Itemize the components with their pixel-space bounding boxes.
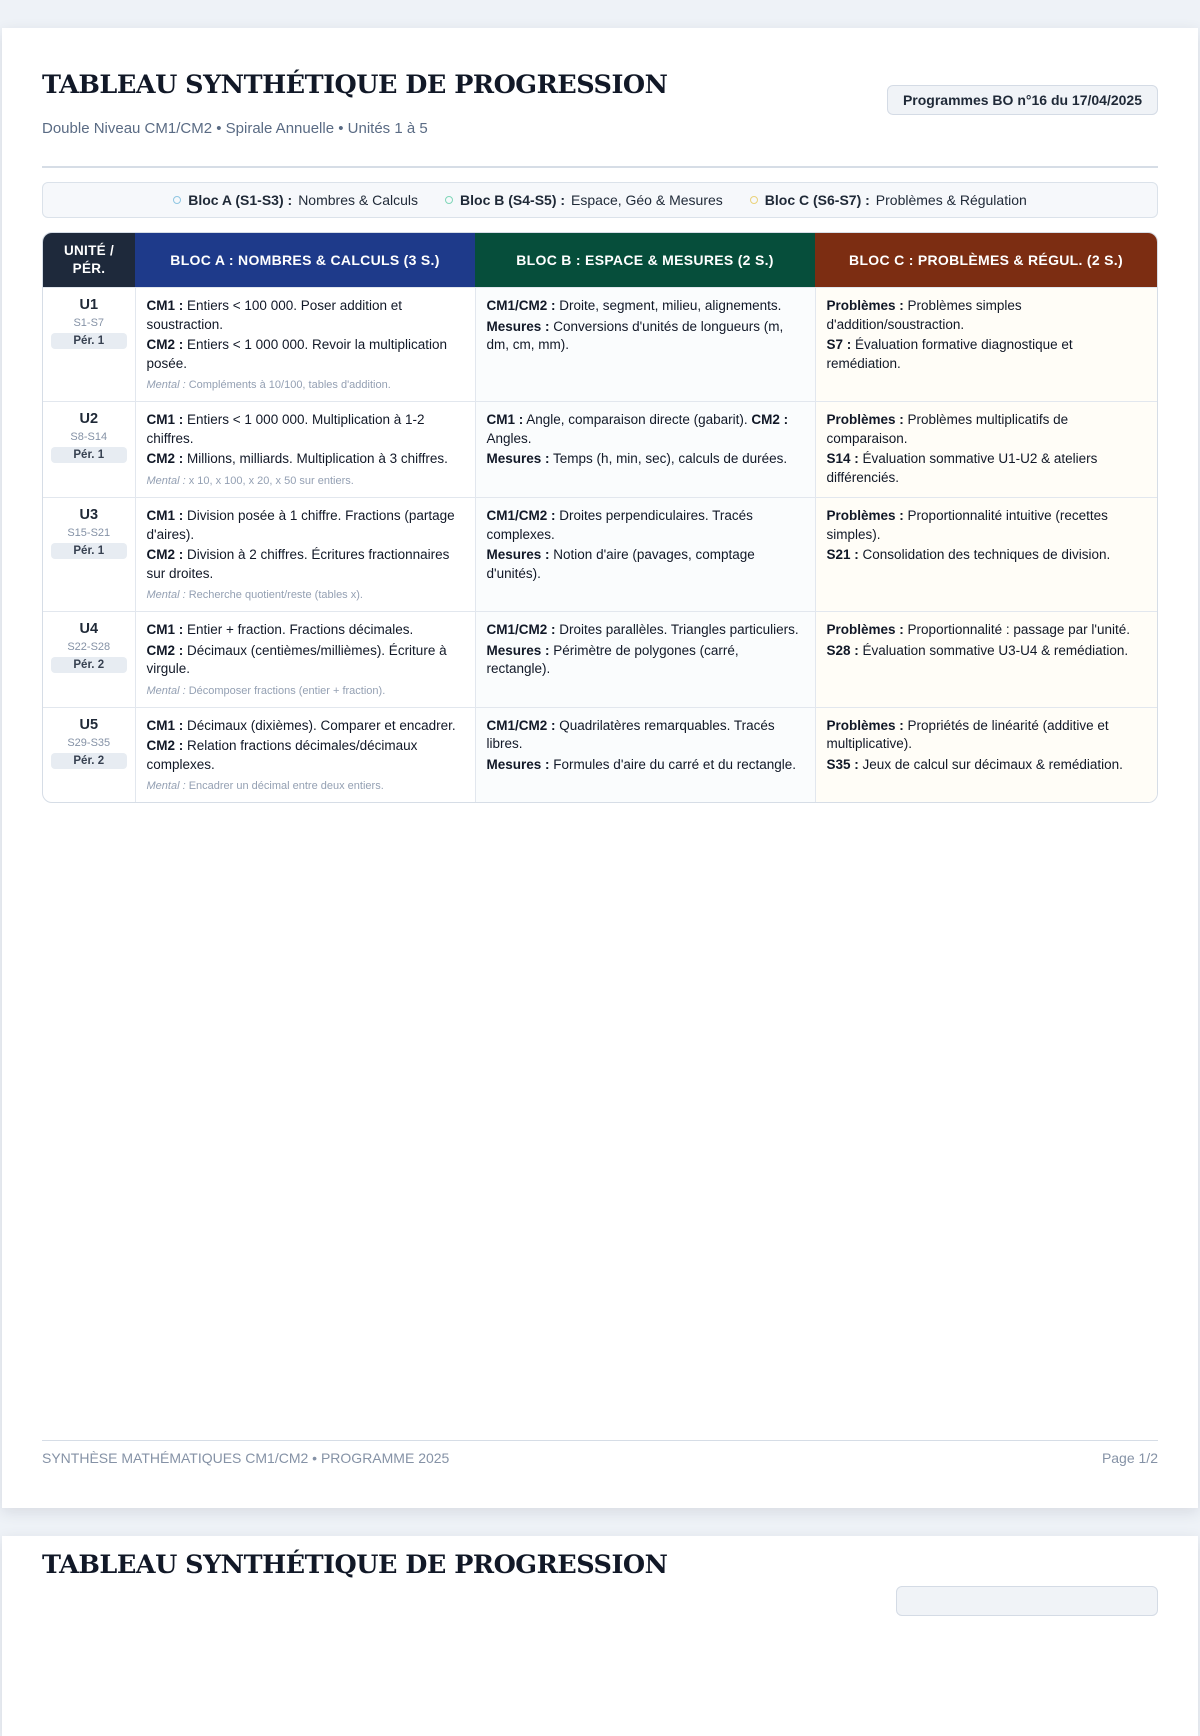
footer-text: SYNTHÈSE MATHÉMATIQUES CM1/CM2 • PROGRAMME 2025 [42, 1450, 450, 1466]
line-text: Consolidation des techniques de division. [862, 547, 1111, 562]
table-row [43, 288, 1157, 402]
line-text: Division posée à 1 chiffre. Fractions (partage d'aires). [146, 508, 455, 542]
line-text: Décimaux (dixièmes). Comparer et encadrer. [187, 717, 456, 733]
table-row [43, 707, 1157, 802]
cell-line [827, 621, 1147, 640]
line-label: Problèmes : [826, 298, 904, 313]
unit-code: U2 [79, 411, 99, 427]
line-label: CM2 : [146, 337, 184, 352]
header-bloc-b: BLOC B : ESPACE & MESURES (2 S.) [475, 233, 815, 288]
cell-line [487, 546, 804, 583]
cell-line [147, 507, 464, 544]
period-badge: Pér. 1 [51, 447, 127, 463]
bloc-c-cell [815, 498, 1157, 612]
line-text: Entiers < 1 000 000. Revoir la multiplication posée. [146, 337, 448, 371]
mental-text: Encadrer un décimal entre deux entiers. [188, 780, 384, 792]
unit-weeks: S15-S21 [67, 527, 111, 539]
unit-code: U1 [79, 297, 99, 313]
cell-line [487, 318, 804, 355]
legend-text: Problèmes & Régulation [875, 192, 1027, 208]
program-badge: Programmes BO n°16 du 17/04/2025 [887, 85, 1158, 115]
cell-line [147, 411, 464, 448]
line-text: Droites parallèles. Triangles particuliers. [559, 622, 799, 637]
page-2 [2, 1536, 1198, 1736]
cell-line [487, 756, 804, 775]
mental-note [147, 778, 464, 794]
page-title: TABLEAU SYNTHÉTIQUE DE PROGRESSION [42, 70, 668, 100]
line-text: Conversions d'unités de longueurs (m, dm, cm, mm). [486, 318, 784, 352]
legend-item-bloc-c [750, 192, 1027, 208]
line-text: Entier + fraction. Fractions décimales. [187, 622, 414, 637]
line-text: Évaluation sommative U3-U4 & remédiation. [862, 642, 1129, 658]
legend-dot-icon [445, 196, 453, 204]
bloc-c-cell [815, 288, 1157, 402]
mental-label: Mental : [146, 589, 186, 601]
page-footer [42, 1440, 1158, 1474]
cell-line [827, 642, 1147, 661]
line-label: CM2 : [751, 412, 789, 427]
line-text: Millions, milliards. Multiplication à 3 chiffres. [187, 451, 448, 466]
cell-line [827, 450, 1147, 487]
cell-line [147, 336, 464, 373]
header-unit: UNITÉ / PÉR. [43, 233, 135, 288]
unit-weeks: S8-S14 [70, 431, 108, 443]
line-text: Proportionnalité intuitive (recettes simples). [826, 508, 1108, 542]
unit-weeks: S22-S28 [67, 641, 111, 653]
line-label: Mesures : [486, 318, 550, 334]
mental-note [147, 683, 464, 699]
cell-line [487, 297, 804, 316]
table-row [43, 498, 1157, 612]
bloc-c-cell [815, 707, 1157, 802]
mental-label: Mental : [146, 684, 186, 697]
legend-dot-icon [750, 196, 758, 204]
line-label: CM2 : [146, 547, 184, 562]
bloc-b-cell [475, 402, 815, 498]
unit-cell [43, 707, 135, 802]
cell-line [827, 297, 1147, 334]
mental-text: Décomposer fractions (entier + fraction). [188, 684, 386, 697]
bloc-b-cell [475, 612, 815, 708]
line-label: CM1 : [146, 412, 184, 427]
line-text: Droite, segment, milieu, alignements. [559, 298, 782, 313]
line-label: S14 : [826, 451, 859, 466]
mental-text: x 10, x 100, x 20, x 50 sur entiers. [188, 474, 354, 487]
line-label: Problèmes : [826, 412, 904, 427]
cell-line [487, 507, 804, 544]
mental-text: Recherche quotient/reste (tables x). [188, 589, 363, 601]
page-1 [2, 28, 1198, 1508]
line-text: Notion d'aire (pavages, comptage d'unités). [486, 547, 755, 581]
cell-line [827, 507, 1147, 544]
line-text: Périmètre de polygones (carré, rectangle). [486, 642, 739, 676]
bloc-a-cell [135, 612, 475, 708]
line-text: Évaluation sommative U1-U2 & ateliers différenciés. [826, 451, 1098, 485]
line-text: Évaluation formative diagnostique et remédiation. [826, 337, 1073, 371]
mental-text: Compléments à 10/100, tables d'addition. [188, 379, 391, 391]
unit-code: U4 [79, 621, 99, 637]
line-label: Problèmes : [826, 508, 904, 523]
mental-label: Mental : [146, 379, 186, 391]
line-label: CM1 : [146, 508, 184, 523]
period-badge: Pér. 1 [51, 543, 127, 559]
table-header-row [43, 233, 1157, 288]
unit-weeks: S1-S7 [73, 317, 105, 329]
line-text: Angles. [486, 430, 532, 446]
cell-line [487, 411, 804, 448]
cell-line [487, 717, 804, 754]
line-label: CM1 : [486, 412, 524, 427]
bloc-a-cell [135, 402, 475, 498]
cell-line [487, 450, 804, 469]
cell-line [827, 756, 1147, 775]
line-label: CM2 : [146, 738, 184, 753]
bloc-c-cell [815, 612, 1157, 708]
line-text: Proportionnalité : passage par l'unité. [907, 622, 1131, 637]
page-header [42, 70, 1158, 168]
line-text: Jeux de calcul sur décimaux & remédiation. [862, 756, 1123, 772]
bloc-a-cell [135, 707, 475, 802]
line-text: Formules d'aire du carré et du rectangle. [553, 756, 796, 772]
legend-item-bloc-b [445, 192, 723, 208]
line-label: CM1/CM2 : [486, 622, 556, 637]
line-text: Entiers < 1 000 000. Multiplication à 1-2 chiffres. [146, 412, 425, 446]
line-text: Division à 2 chiffres. Écritures fractionnaires sur droites. [146, 547, 450, 581]
line-label: S7 : [826, 337, 852, 352]
bloc-b-cell [475, 288, 815, 402]
line-text: Temps (h, min, sec), calculs de durées. [553, 451, 788, 466]
cell-line [827, 336, 1147, 373]
legend-label: Bloc B (S4-S5) : [460, 192, 566, 208]
line-label: CM1/CM2 : [486, 717, 556, 733]
header-bloc-c: BLOC C : PROBLÈMES & RÉGUL. (2 S.) [815, 233, 1157, 288]
period-badge: Pér. 1 [51, 333, 127, 349]
cell-line [147, 546, 464, 583]
line-label: Problèmes : [826, 717, 904, 733]
line-label: CM1/CM2 : [486, 508, 556, 523]
line-label: CM1/CM2 : [486, 298, 556, 313]
legend-label: Bloc C (S6-S7) : [764, 192, 870, 208]
bloc-b-cell [475, 498, 815, 612]
legend-dot-icon [173, 196, 181, 204]
unit-cell [43, 498, 135, 612]
line-label: S28 : [826, 642, 859, 658]
line-label: Mesures : [486, 451, 550, 466]
legend [42, 182, 1158, 218]
line-text: Problèmes simples d'addition/soustraction. [826, 298, 1022, 332]
cell-line [827, 546, 1147, 565]
table-row [43, 402, 1157, 498]
unit-cell [43, 402, 135, 498]
unit-cell [43, 612, 135, 708]
cell-line [827, 411, 1147, 448]
line-text: Relation fractions décimales/décimaux complexes. [146, 738, 418, 772]
page-2-badge [896, 1586, 1158, 1616]
cell-line [147, 717, 464, 736]
line-label: Mesures : [486, 642, 550, 658]
line-text: Quadrilatères remarquables. Tracés libres. [486, 717, 775, 751]
bloc-b-cell [475, 707, 815, 802]
cell-line [147, 737, 464, 774]
cell-line [487, 621, 804, 640]
bloc-a-cell [135, 288, 475, 402]
unit-code: U5 [79, 716, 99, 733]
legend-item-bloc-a [173, 192, 418, 208]
cell-line [147, 642, 464, 679]
line-label: Mesures : [486, 547, 550, 562]
line-text: Entiers < 100 000. Poser addition et soustraction. [146, 298, 403, 332]
cell-line [147, 450, 464, 469]
line-label: Problèmes : [826, 622, 904, 637]
cell-line [147, 621, 464, 640]
legend-text: Espace, Géo & Mesures [571, 192, 723, 208]
line-label: S35 : [826, 756, 859, 772]
page-number: Page 1/2 [1101, 1450, 1158, 1466]
period-badge: Pér. 2 [51, 753, 127, 769]
mental-note [147, 473, 464, 489]
line-text: Décimaux (centièmes/millièmes). Écriture à virgule. [146, 642, 447, 676]
bloc-a-cell [135, 498, 475, 612]
page-2-title: TABLEAU SYNTHÉTIQUE DE PROGRESSION [42, 1550, 668, 1580]
line-text: Problèmes multiplicatifs de comparaison. [826, 412, 1069, 446]
cell-line [147, 297, 464, 334]
line-text: Angle, comparaison directe (gabarit). [526, 412, 748, 427]
line-label: CM1 : [146, 298, 184, 313]
progression-table [42, 232, 1158, 803]
line-text: Droites perpendiculaires. Tracés complexes. [486, 508, 753, 542]
line-text: Propriétés de linéarité (additive et multiplicative). [826, 717, 1109, 751]
line-label: CM2 : [146, 451, 184, 466]
legend-text: Nombres & Calculs [298, 192, 419, 208]
table-row [43, 612, 1157, 708]
mental-note [147, 377, 464, 393]
line-label: S21 : [826, 547, 859, 562]
line-label: Mesures : [486, 756, 550, 772]
line-label: CM2 : [146, 642, 184, 658]
period-badge: Pér. 2 [51, 657, 127, 673]
legend-label: Bloc A (S1-S3) : [188, 192, 293, 208]
mental-label: Mental : [146, 474, 186, 487]
unit-code: U3 [79, 507, 99, 523]
cell-line [827, 717, 1147, 754]
page-subtitle: Double Niveau CM1/CM2 • Spirale Annuelle • Unités 1 à 5 [42, 120, 428, 137]
unit-cell [43, 288, 135, 402]
mental-label: Mental : [146, 780, 186, 792]
bloc-c-cell [815, 402, 1157, 498]
unit-weeks: S29-S35 [67, 736, 111, 749]
line-label: CM1 : [146, 717, 184, 733]
line-label: CM1 : [146, 622, 184, 637]
mental-note [147, 587, 464, 603]
header-bloc-a: BLOC A : NOMBRES & CALCULS (3 S.) [135, 233, 475, 288]
cell-line [487, 642, 804, 679]
